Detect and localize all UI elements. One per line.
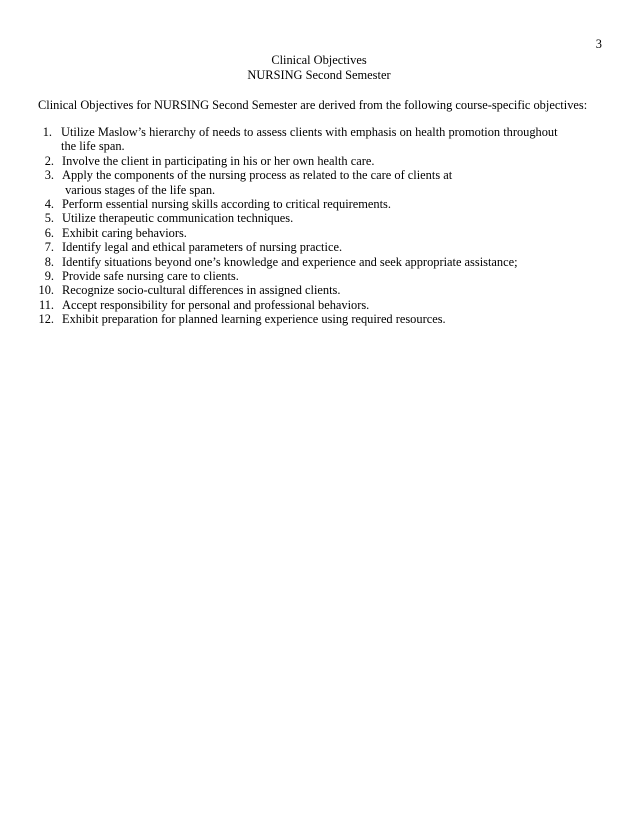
objective-item (0, 269, 638, 283)
objective-text: Exhibit preparation for planned learning experience using required resources. (62, 312, 446, 327)
objective-item (0, 197, 638, 211)
objective-item (0, 283, 638, 297)
objective-text: Provide safe nursing care to clients. (62, 269, 239, 284)
objective-number: 2. (44, 153, 54, 168)
objective-item (0, 211, 638, 225)
objective-number: 4. (44, 197, 54, 212)
objective-item (0, 168, 638, 197)
objective-text: Accept responsibility for personal and professional behaviors. (62, 297, 370, 312)
objective-text: Recognize socio-cultural differences in assigned clients. (62, 283, 341, 298)
objective-number: 12. (38, 312, 54, 327)
objective-item (0, 312, 638, 326)
objective-number: 6. (44, 225, 54, 240)
document-title: Clinical Objectives (271, 53, 367, 67)
objective-text: Perform essential nursing skills according to critical requirements. (62, 197, 391, 212)
objective-item (0, 125, 638, 154)
objective-text: Utilize therapeutic communication techniques. (62, 211, 294, 226)
objective-number: 5. (44, 211, 54, 226)
page-number: 3 (595, 37, 602, 51)
document-subtitle: NURSING Second Semester (247, 68, 391, 82)
objective-text: Involve the client in participating in his or her own health care. (62, 153, 375, 168)
objective-number: 7. (44, 240, 54, 255)
objective-item (0, 226, 638, 240)
objective-number: 10. (38, 283, 54, 298)
objective-number: 8. (44, 254, 54, 269)
document-header (0, 53, 638, 83)
objectives-list (0, 125, 638, 327)
objective-item (0, 154, 638, 168)
objective-number: 3. (44, 168, 54, 183)
objective-number: 1. (42, 125, 52, 139)
objective-item (0, 255, 638, 269)
objective-text: Identify legal and ethical parameters of nursing practice. (62, 240, 343, 255)
objective-text: Identify situations beyond one’s knowledge and experience and seek appropriate assistance; (62, 254, 518, 269)
objective-text: Utilize Maslow’s hierarchy of needs to assess clients with emphasis on health promotion throughout the life span. (61, 125, 558, 154)
objective-item (0, 240, 638, 254)
objective-item (0, 298, 638, 312)
objective-text: Exhibit caring behaviors. (62, 225, 187, 240)
intro-paragraph: Clinical Objectives for NURSING Second Semester are derived from the following course-specific objectives: (38, 98, 588, 112)
objective-number: 11. (38, 297, 54, 312)
objective-number: 9. (44, 269, 54, 284)
objective-text: Apply the components of the nursing process as related to the care of clients at various stages of the life span. (62, 168, 453, 197)
